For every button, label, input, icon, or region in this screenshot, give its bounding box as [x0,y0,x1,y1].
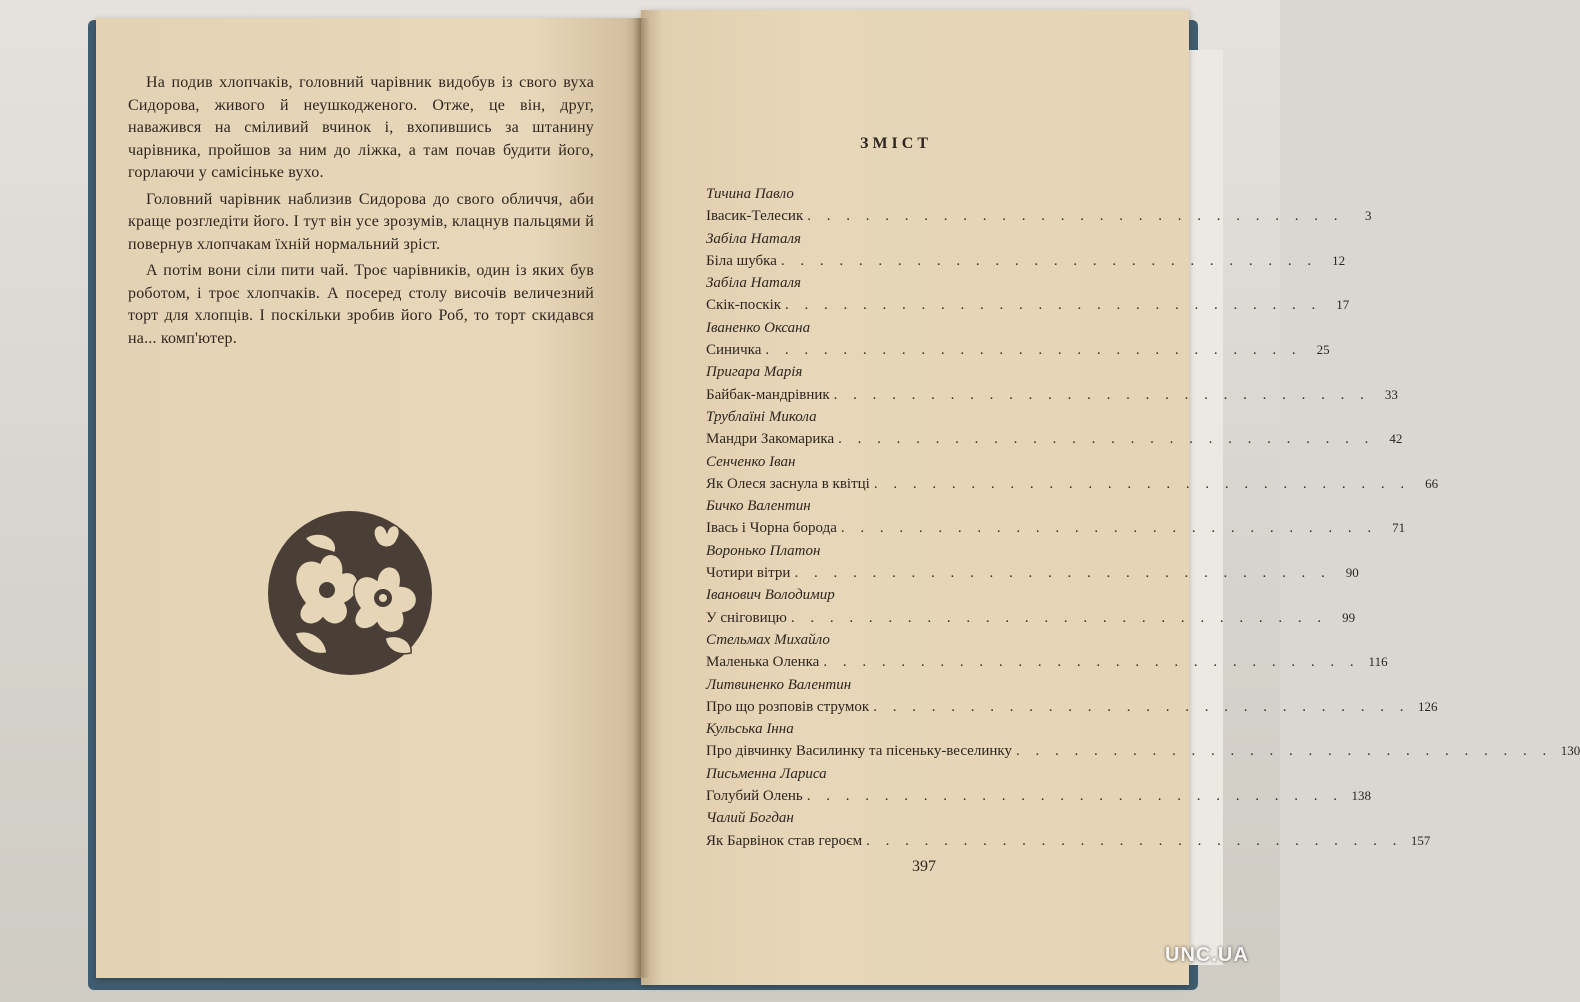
paragraph: Головний чарівник наблизив Сидорова до свого обличчя, аби краще розгледіти його. І тут він усе зрозумів, клацнув пальцями й повернув хлопчакам їхній нормальний зріст. [128,190,594,253]
toc-work-title: Як Олеся заснула в квітці [706,475,870,492]
page-number: 397 [912,858,936,875]
toc-work-row [706,830,1431,852]
book-gutter [632,18,650,978]
toc-work-title: Синичка [706,342,762,359]
toc-page-number: 33 [1384,386,1398,402]
table-of-contents [706,183,1580,852]
toc-work-row [706,517,1406,539]
toc-author: Пригара Марія [706,364,803,381]
toc-page-number: 130 [1560,743,1580,759]
toc-work-row [706,607,1356,629]
toc-work-title: Скік-поскік [706,297,782,314]
paragraph: На подив хлопчаків, головний чарівник видобув із свого вуха Сидорова, живого й неушкодженого. Отже, це він, друг, наважився на сміливий вчинок і, вхопившись за штанину чарівника, пройшов за ним до ліжка, а там почав будити його, горлаючи у самісіньке вухо. [128,74,594,181]
toc-page-number: 66 [1425,475,1439,491]
story-text [128,72,594,354]
toc-work-title: У сніговицю [706,609,787,626]
toc-work-row [706,384,1398,406]
toc-leader-dots: . . . . . . . . . . . . . . . . . . . . . . . . . . . . [840,520,1378,537]
toc-work-title: Про що розповів струмок [706,698,870,715]
toc-author: Тичина Павло [706,186,794,202]
toc-leader-dots: . . . . . . . . . . . . . . . . . . . . . . . . . . . . [765,342,1302,359]
watermark-logo: UNC.UA [1165,944,1249,966]
toc-page-number: 138 [1351,788,1371,804]
flower-ornament-icon [265,508,435,678]
toc-leader-dots: . . . . . . . . . . . . . . . . . . . . . . . . . . . . [794,565,1331,582]
toc-page-number: 12 [1332,252,1346,268]
toc-author: Іваненко Оксана [706,319,811,336]
toc-leader-dots: . . . . . . . . . . . . . . . . . . . . . . . . . . . . [838,431,1375,448]
toc-author: Сенченко Іван [706,453,796,470]
toc-leader-dots: . . . . . . . . . . . . . . . . . . . . . . . . . . . . [806,788,1343,805]
toc-work-row [706,428,1403,450]
toc-work-row [706,294,1350,316]
toc-author: Забіла Наталя [706,275,801,292]
toc-author: Стельмах Михайло [706,631,830,648]
toc-work-row [706,651,1388,673]
toc-work-title: Байбак-мандрівник [706,386,830,403]
toc-leader-dots: . . . . . . . . . . . . . . . . . . . . . . . . . . . . [807,208,1344,225]
toc-work-row [706,696,1438,718]
toc-work-row [706,250,1346,272]
toc-work-row [706,562,1359,584]
toc-work-title: Голубий Олень [706,788,803,805]
toc-page-number: 126 [1417,698,1438,714]
toc-work-row [706,205,1372,227]
toc-page-number: 71 [1392,520,1406,536]
toc-leader-dots: . . . . . . . . . . . . . . . . . . . . . . . . . . . . [833,386,1370,403]
toc-work-row [706,740,1580,762]
paragraph: А потім вони сіли пити чай. Троє чарівників, один із яких був роботом, і троє хлопчаків. А посеред столу височів величезний торт для хлопців. І поскільки зробив його Роб, то торт скидався на... комп'ютер. [128,262,594,347]
toc-author: Забіла Наталя [706,230,801,247]
toc-page-number: 3 [1365,208,1372,224]
toc-work-title: Мандри Закомарика [706,431,835,448]
toc-author: Воронько Платон [706,542,821,559]
toc-work-title: Як Барвінок став героєм [706,832,863,849]
toc-leader-dots: . . . . . . . . . . . . . . . . . . . . . . . . . . . . [785,297,1322,314]
toc-author: Іванович Володимир [706,587,835,604]
toc-work-row [706,339,1330,361]
toc-work-row [706,473,1439,495]
toc-work-title: Чотири вітри [706,565,791,582]
toc-page-number: 42 [1389,431,1403,447]
toc-work-row [706,785,1371,807]
toc-author: Чалий Богдан [706,810,794,827]
toc-author: Бичко Валентин [706,498,811,515]
toc-author: Литвиненко Валентин [706,676,852,693]
toc-page-number: 17 [1336,297,1350,313]
toc-work-title: Про дівчинку Василинку та пісеньку-веселинку [706,743,1012,760]
toc-leader-dots: . . . . . . . . . . . . . . . . . . . . . . . . . . . . [866,832,1403,849]
toc-page-number: 157 [1410,832,1431,848]
toc-leader-dots: . . . . . . . . . . . . . . . . . . . . . . . . . . . . [873,475,1411,492]
toc-page-number: 116 [1368,654,1388,670]
toc-page-number: 99 [1342,609,1356,625]
toc-leader-dots: . . . . . . . . . . . . . . . . . . . . . . . . . . . . [790,609,1328,626]
toc-work-title: Біла шубка [706,252,777,269]
toc-author: Кульська Інна [706,721,794,738]
toc-author: Письменна Лариса [706,765,827,782]
toc-work-title: Івасик-Телесик [706,208,804,225]
toc-page-number: 90 [1345,565,1359,581]
toc-leader-dots: . . . . . . . . . . . . . . . . . . . . . . . . . . . . [823,654,1360,671]
toc-work-title: Івась і Чорна борода [706,520,837,537]
toc-leader-dots: . . . . . . . . . . . . . . . . . . . . . . . . . . . . [1015,743,1553,760]
toc-leader-dots: . . . . . . . . . . . . . . . . . . . . . . . . . . . . [780,252,1318,269]
toc-title: ЗМІСТ [860,135,932,152]
toc-page-number: 25 [1316,342,1330,358]
toc-author: Трублаїні Микола [706,408,817,425]
toc-work-title: Маленька Оленка [706,654,820,671]
toc-leader-dots: . . . . . . . . . . . . . . . . . . . . . . . . . . . . [873,698,1410,715]
